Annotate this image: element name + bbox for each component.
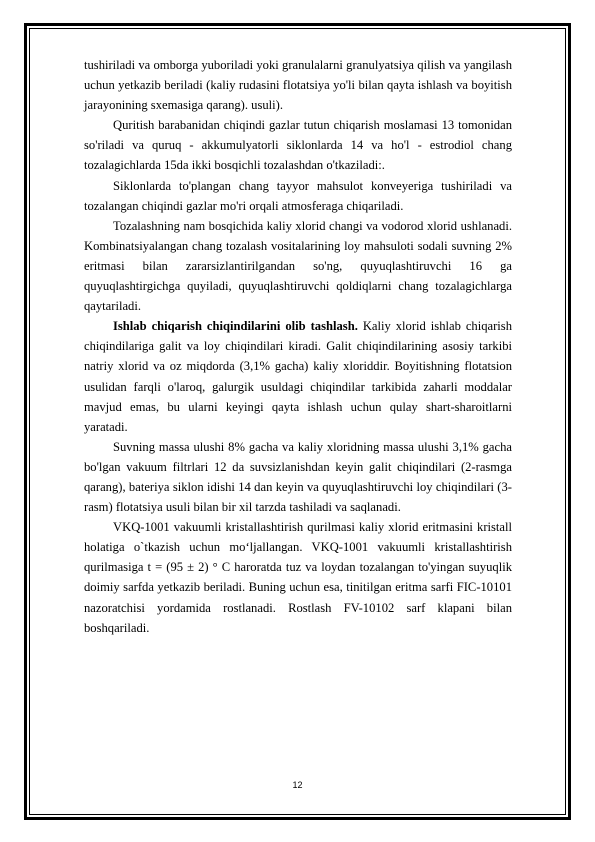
paragraph-waste-removal [84,316,512,437]
paragraph-cyclones: Siklonlarda to'plangan chang tayyor mahsulot konveyeriga tushiriladi va tozalangan chiqindi gazlar mo'ri orqali atmosferaga chiqariladi. [84,178,512,213]
paragraph-vkq-crystallizer: VKQ-1001 vakuumli kristallashtirish qurilmasi kaliy xlorid eritmasini kristall holatiga o`tkazish uchun mo‘ljallangan. VKQ-1001 vakuumli kristallashtirish qurilmasiga t = (95 ± 2) ° C haroratda tuz va loydan tozalangan to'yingan suyuqlik doimiy sarfda yetkazib beriladi. Buning uchun esa, tinitilgan eritma sarfi FIC-10101 nazoratchisi yordamida rostlanadi. Rostlash FV-10102 sarf klapani bilan boshqariladi. [84,520,512,635]
paragraph-drying-gases: Quritish barabanidan chiqindi gazlar tutun chiqarish moslamasi 13 tomonidan so'riladi va quruq - akkumulyatorli siklonlarda 14 va ho'l - estrodiol chang tozalagichlarda 15da ikki bosqichli tozalashdan o'tkaziladi:. [84,118,512,173]
document-body [84,55,512,638]
page-number: 12 [292,780,303,790]
section-heading: Ishlab chiqarish chiqindilarini olib tashlash. [113,319,358,334]
section-text: Kaliy xlorid ishlab chiqarish chiqindilariga galit va loy chiqindilari kiradi. Galit chiqindilarining asosiy tarkibi natriy xlorid va oz miqdorda (3,1% gacha) kaliy xloriddir. Boyitishning flotatsion usulidan farqli o'laroq, galurgik usuldagi chiqindilar tarkibida zaharli moddalar mavjud emas, bu ularni keyingi qayta ishlash uchun qulay shart-sharoitlarni yaratadi. [84,319,512,434]
paragraph-continuation: tushiriladi va omborga yuboriladi yoki granulalarni granulyatsiya qilish va yangilash uchun yetkazib beriladi (kaliy rudasini flotatsiya yo'li bilan qayta ishlash va boyitish jarayonining sxemasiga qarang). usuli). [84,58,512,113]
paragraph-wet-cleaning: Tozalashning nam bosqichida kaliy xlorid changi va vodorod xlorid ushlanadi. Kombinatsiyalangan chang tozalash vositalarining loy mahsuloti sodali suvning 2% eritmasi bilan zararsizlantirilgandan so'ng, quyuqlashtiruvchi 16 ga quyuqlashtirgichga quyiladi, quyuqlashtiruvchi qoldiqlarni chang tozalagichlarga qaytariladi. [84,218,512,314]
paragraph-vacuum-filters: Suvning massa ulushi 8% gacha va kaliy xloridning massa ulushi 3,1% gacha bo'lgan vakuum filtrlari 12 da suvsizlanishdan keyin galit chiqindilari (2-rasmga qarang), bateriya siklon idishi 14 dan keyin va quyuqlashtiruvchi loy chiqindilari (3-rasm) flotatsiya usuli bilan bir xil tarzda tashiladi va saqlanadi. [84,439,512,515]
